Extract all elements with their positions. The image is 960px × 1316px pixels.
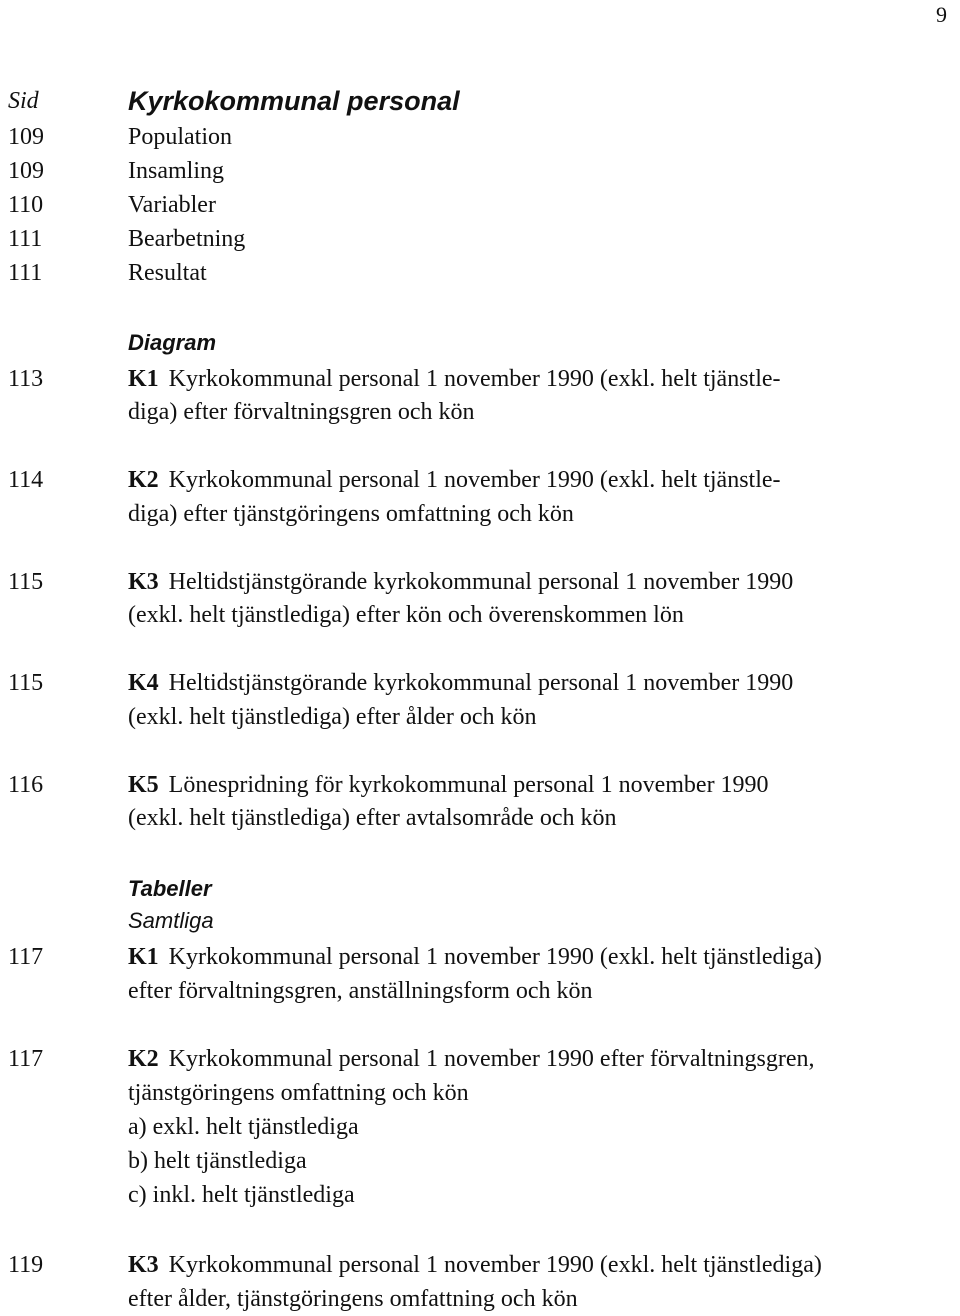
- toc-entry: Resultat: [128, 260, 207, 286]
- toc-entry: [128, 768, 769, 802]
- toc-entry-continued: efter förvaltningsgren, anställningsform och kön: [128, 978, 593, 1004]
- toc-entry-continued: tjänstgöringens omfattning och kön: [128, 1080, 469, 1106]
- entry-title: Heltidstjänstgörande kyrkokommunal personal 1 november 1990: [168, 569, 794, 595]
- entry-title: Kyrkokommunal personal 1 november 1990 efter förvaltningsgren,: [168, 1046, 815, 1072]
- toc-page-number: 109: [8, 124, 44, 150]
- section-title: Kyrkokommunal personal: [128, 86, 460, 116]
- toc-entry-continued: efter ålder, tjänstgöringens omfattning och kön: [128, 1286, 578, 1312]
- entry-code: K5: [128, 772, 159, 798]
- toc-page-number: 114: [8, 467, 44, 493]
- toc-entry: [128, 463, 781, 497]
- toc-entry-subitem: c) inkl. helt tjänstlediga: [128, 1182, 355, 1208]
- toc-entry: [128, 1248, 822, 1282]
- entry-title: Kyrkokommunal personal 1 november 1990 (exkl. helt tjänstlediga): [168, 1252, 822, 1278]
- toc-entry-continued: (exkl. helt tjänstlediga) efter avtalsområde och kön: [128, 805, 617, 831]
- toc-entry: [128, 1042, 815, 1076]
- toc-page-number: 115: [8, 670, 44, 696]
- toc-entry: [128, 940, 822, 974]
- toc-entry-continued: (exkl. helt tjänstlediga) efter ålder och kön: [128, 704, 537, 730]
- toc-entry: [128, 565, 793, 599]
- entry-code: K1: [128, 366, 159, 392]
- toc-entry: Insamling: [128, 158, 224, 184]
- tables-subheading: Samtliga: [128, 908, 214, 933]
- toc-entry-continued: (exkl. helt tjänstlediga) efter kön och överenskommen lön: [128, 602, 684, 628]
- toc-page-number: 119: [8, 1252, 44, 1278]
- entry-title: Kyrkokommunal personal 1 november 1990 (exkl. helt tjänstlediga): [168, 944, 822, 970]
- toc-entry-subitem: b) helt tjänstlediga: [128, 1148, 307, 1174]
- tables-heading: Tabeller: [128, 876, 212, 901]
- toc-page-number: 117: [8, 944, 44, 970]
- toc-page-number: 116: [8, 772, 44, 798]
- diagram-heading: Diagram: [128, 330, 217, 355]
- entry-title: Lönespridning för kyrkokommunal personal 1 november 1990: [168, 772, 769, 798]
- toc-page-number: 117: [8, 1046, 44, 1072]
- entry-code: K4: [128, 670, 159, 696]
- entry-title: Kyrkokommunal personal 1 november 1990 (exkl. helt tjänstle-: [168, 467, 781, 493]
- page-column-label: Sid: [8, 88, 39, 114]
- toc-entry-subitem: a) exkl. helt tjänstlediga: [128, 1114, 359, 1140]
- entry-code: K2: [128, 467, 159, 493]
- toc-entry: Population: [128, 124, 233, 150]
- entry-title: Heltidstjänstgörande kyrkokommunal personal 1 november 1990: [168, 670, 794, 696]
- entry-title: Kyrkokommunal personal 1 november 1990 (exkl. helt tjänstle-: [168, 366, 781, 392]
- toc-entry: [128, 666, 793, 700]
- toc-page-number: 113: [8, 366, 44, 392]
- page-number: 9: [936, 2, 947, 27]
- toc-page-number: 115: [8, 569, 44, 595]
- toc-page-number: 111: [8, 260, 43, 286]
- entry-code: K3: [128, 569, 159, 595]
- entry-code: K3: [128, 1252, 159, 1278]
- toc-entry: Variabler: [128, 192, 216, 218]
- toc-page-number: 109: [8, 158, 44, 184]
- toc-page-number: 111: [8, 226, 43, 252]
- entry-code: K1: [128, 944, 159, 970]
- toc-entry: [128, 362, 781, 396]
- entry-code: K2: [128, 1046, 159, 1072]
- toc-entry-continued: diga) efter tjänstgöringens omfattning och kön: [128, 501, 574, 527]
- toc-entry-continued: diga) efter förvaltningsgren och kön: [128, 399, 475, 425]
- toc-entry: Bearbetning: [128, 226, 246, 252]
- toc-page-number: 110: [8, 192, 44, 218]
